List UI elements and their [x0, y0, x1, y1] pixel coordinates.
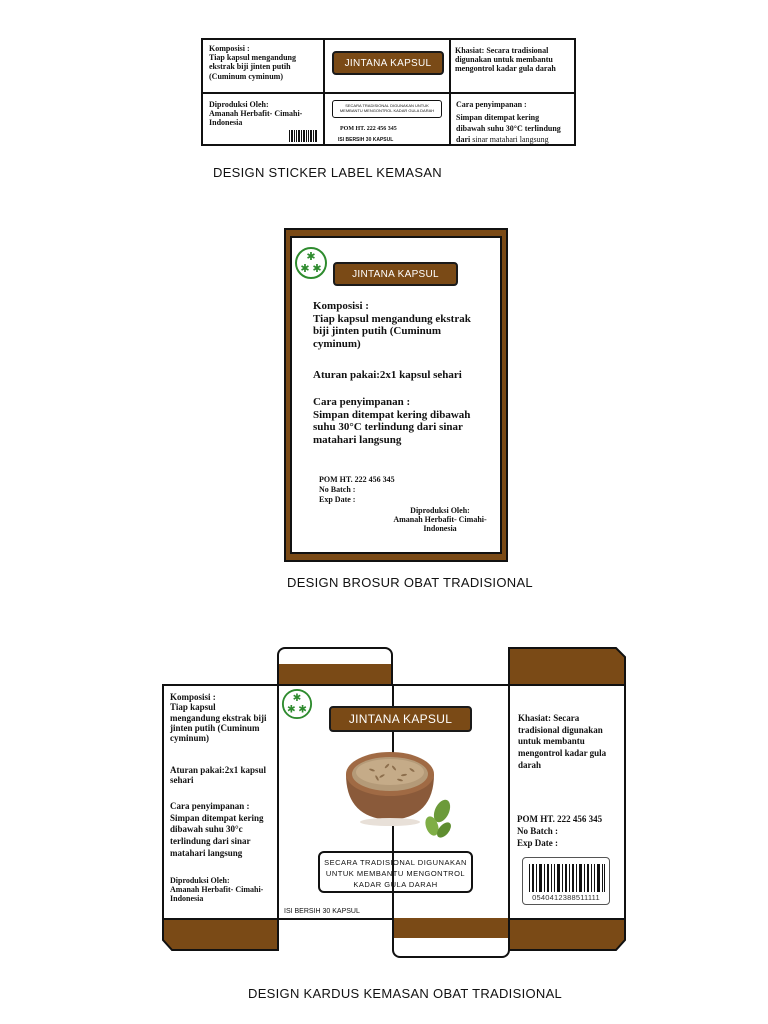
kardus-batch: No Batch :	[517, 826, 558, 836]
kardus-komposisi: Komposisi : Tiap kapsul mengandung ekstrak biji jinten putih (Cuminum cyminum)	[170, 692, 267, 744]
brosur-caption: DESIGN BROSUR OBAT TRADISIONAL	[287, 575, 533, 590]
sticker-penyimpanan-tail	[456, 135, 549, 144]
svg-text:✱: ✱	[298, 703, 307, 716]
kardus-title: JINTANA KAPSUL	[329, 706, 472, 732]
sticker-penyimpanan-tail-rest: sinar matahari langsung	[470, 135, 549, 144]
kardus-isi: ISI BERSIH 30 KAPSUL	[284, 908, 360, 915]
kardus-aturan: Aturan pakai:2x1 kapsul sehari	[170, 765, 267, 786]
brosur-komposisi: Komposisi : Tiap kapsul mengandung ekstrak biji jinten putih (Cuminum cyminum)	[313, 300, 471, 350]
sticker-khasiat-text: Khasiat: Secara tradisional digunakan untuk membantu mengontrol kadar gula darah	[455, 46, 556, 74]
sticker-title: JINTANA KAPSUL	[332, 51, 444, 75]
kardus-pom: POM HT. 222 456 345	[517, 814, 603, 824]
brosur-exp: Exp Date :	[319, 495, 356, 504]
kardus-produksi: Diproduksi Oleh: Amanah Herbafit- Cimahi- Indonesia	[170, 876, 264, 904]
kardus-khasiat: Khasiat: Secara tradisional digunakan untuk membantu mengontrol kadar gula darah	[518, 713, 607, 770]
herbal-star-logo-icon	[294, 246, 328, 280]
kardus-caption: DESIGN KARDUS KEMASAN OBAT TRADISIONAL	[248, 986, 563, 1001]
sticker-isi: ISI BERSIH 30 KAPSUL	[338, 137, 394, 143]
brosur-aturan: Aturan pakai:2x1 kapsul sehari	[313, 369, 462, 381]
brosur-batch: No Batch :	[319, 485, 356, 494]
sticker-penyimpanan-text: Simpan ditempat kering dibawah suhu 30°C terlindung	[456, 113, 561, 134]
sticker-komposisi-text: Komposisi : Tiap kapsul mengandung ekstrak biji jinten putih (Cuminum cyminum)	[209, 44, 297, 81]
kardus-barcode-bars	[529, 864, 605, 892]
sticker-barcode	[289, 130, 317, 142]
sticker-penyimpanan-label: Cara penyimpanan :	[456, 100, 527, 109]
brosur-pom: POM HT. 222 456 345	[319, 475, 395, 484]
svg-text:✱: ✱	[312, 262, 322, 275]
brosur-penyimpanan: Cara penyimpanan : Simpan ditempat kering dibawah suhu 30°C terlindung dari sinar matahari langsung	[313, 396, 471, 446]
sticker-caption: DESIGN STICKER LABEL KEMASAN	[213, 165, 442, 180]
brosur-title: JINTANA KAPSUL	[333, 262, 458, 286]
kardus-bottom-flap-right	[508, 918, 626, 951]
sticker-claim-box: SECARA TRADISIONAL DIGUNAKAN UNTUK MEMBANTU MENGONTROL KADAR GULA DARAH	[332, 100, 442, 118]
svg-text:✱: ✱	[300, 262, 310, 275]
kardus-exp: Exp Date :	[517, 838, 558, 848]
kardus-barcode	[522, 857, 610, 905]
kardus-bottom-flap-center-fill	[394, 918, 508, 938]
sticker-penyimpanan-tail-bold: dari	[456, 135, 471, 144]
cumin-bowl-image	[342, 746, 454, 848]
brosur-produksi: Diproduksi Oleh: Amanah Herbafit- Cimahi- Indonesia	[393, 506, 487, 534]
kardus-penyimpanan: Cara penyimpanan : Simpan ditempat kering dibawah suhu 30°c terlindung dari sinar matahari langsung	[170, 801, 264, 858]
sticker-pom: POM HT. 222 456 345	[340, 126, 397, 132]
svg-text:✱: ✱	[292, 692, 302, 705]
svg-text:✱: ✱	[306, 250, 316, 263]
kardus-top-flap-back	[508, 647, 626, 687]
kardus-top-flap-front-fill	[279, 664, 391, 685]
herbal-star-logo-icon	[281, 688, 313, 720]
sticker-produksi-text: Diproduksi Oleh: Amanah Herbafit- Cimahi- Indonesia	[209, 100, 303, 128]
kardus-bottom-flap-left	[162, 918, 280, 951]
kardus-barcode-number: 0540412388511111	[532, 893, 600, 902]
kardus-claim-box: SECARA TRADISIONAL DIGUNAKAN UNTUK MEMBANTU MENGONTROL KADAR GULA DARAH	[318, 851, 473, 893]
svg-text:✱: ✱	[287, 703, 296, 716]
